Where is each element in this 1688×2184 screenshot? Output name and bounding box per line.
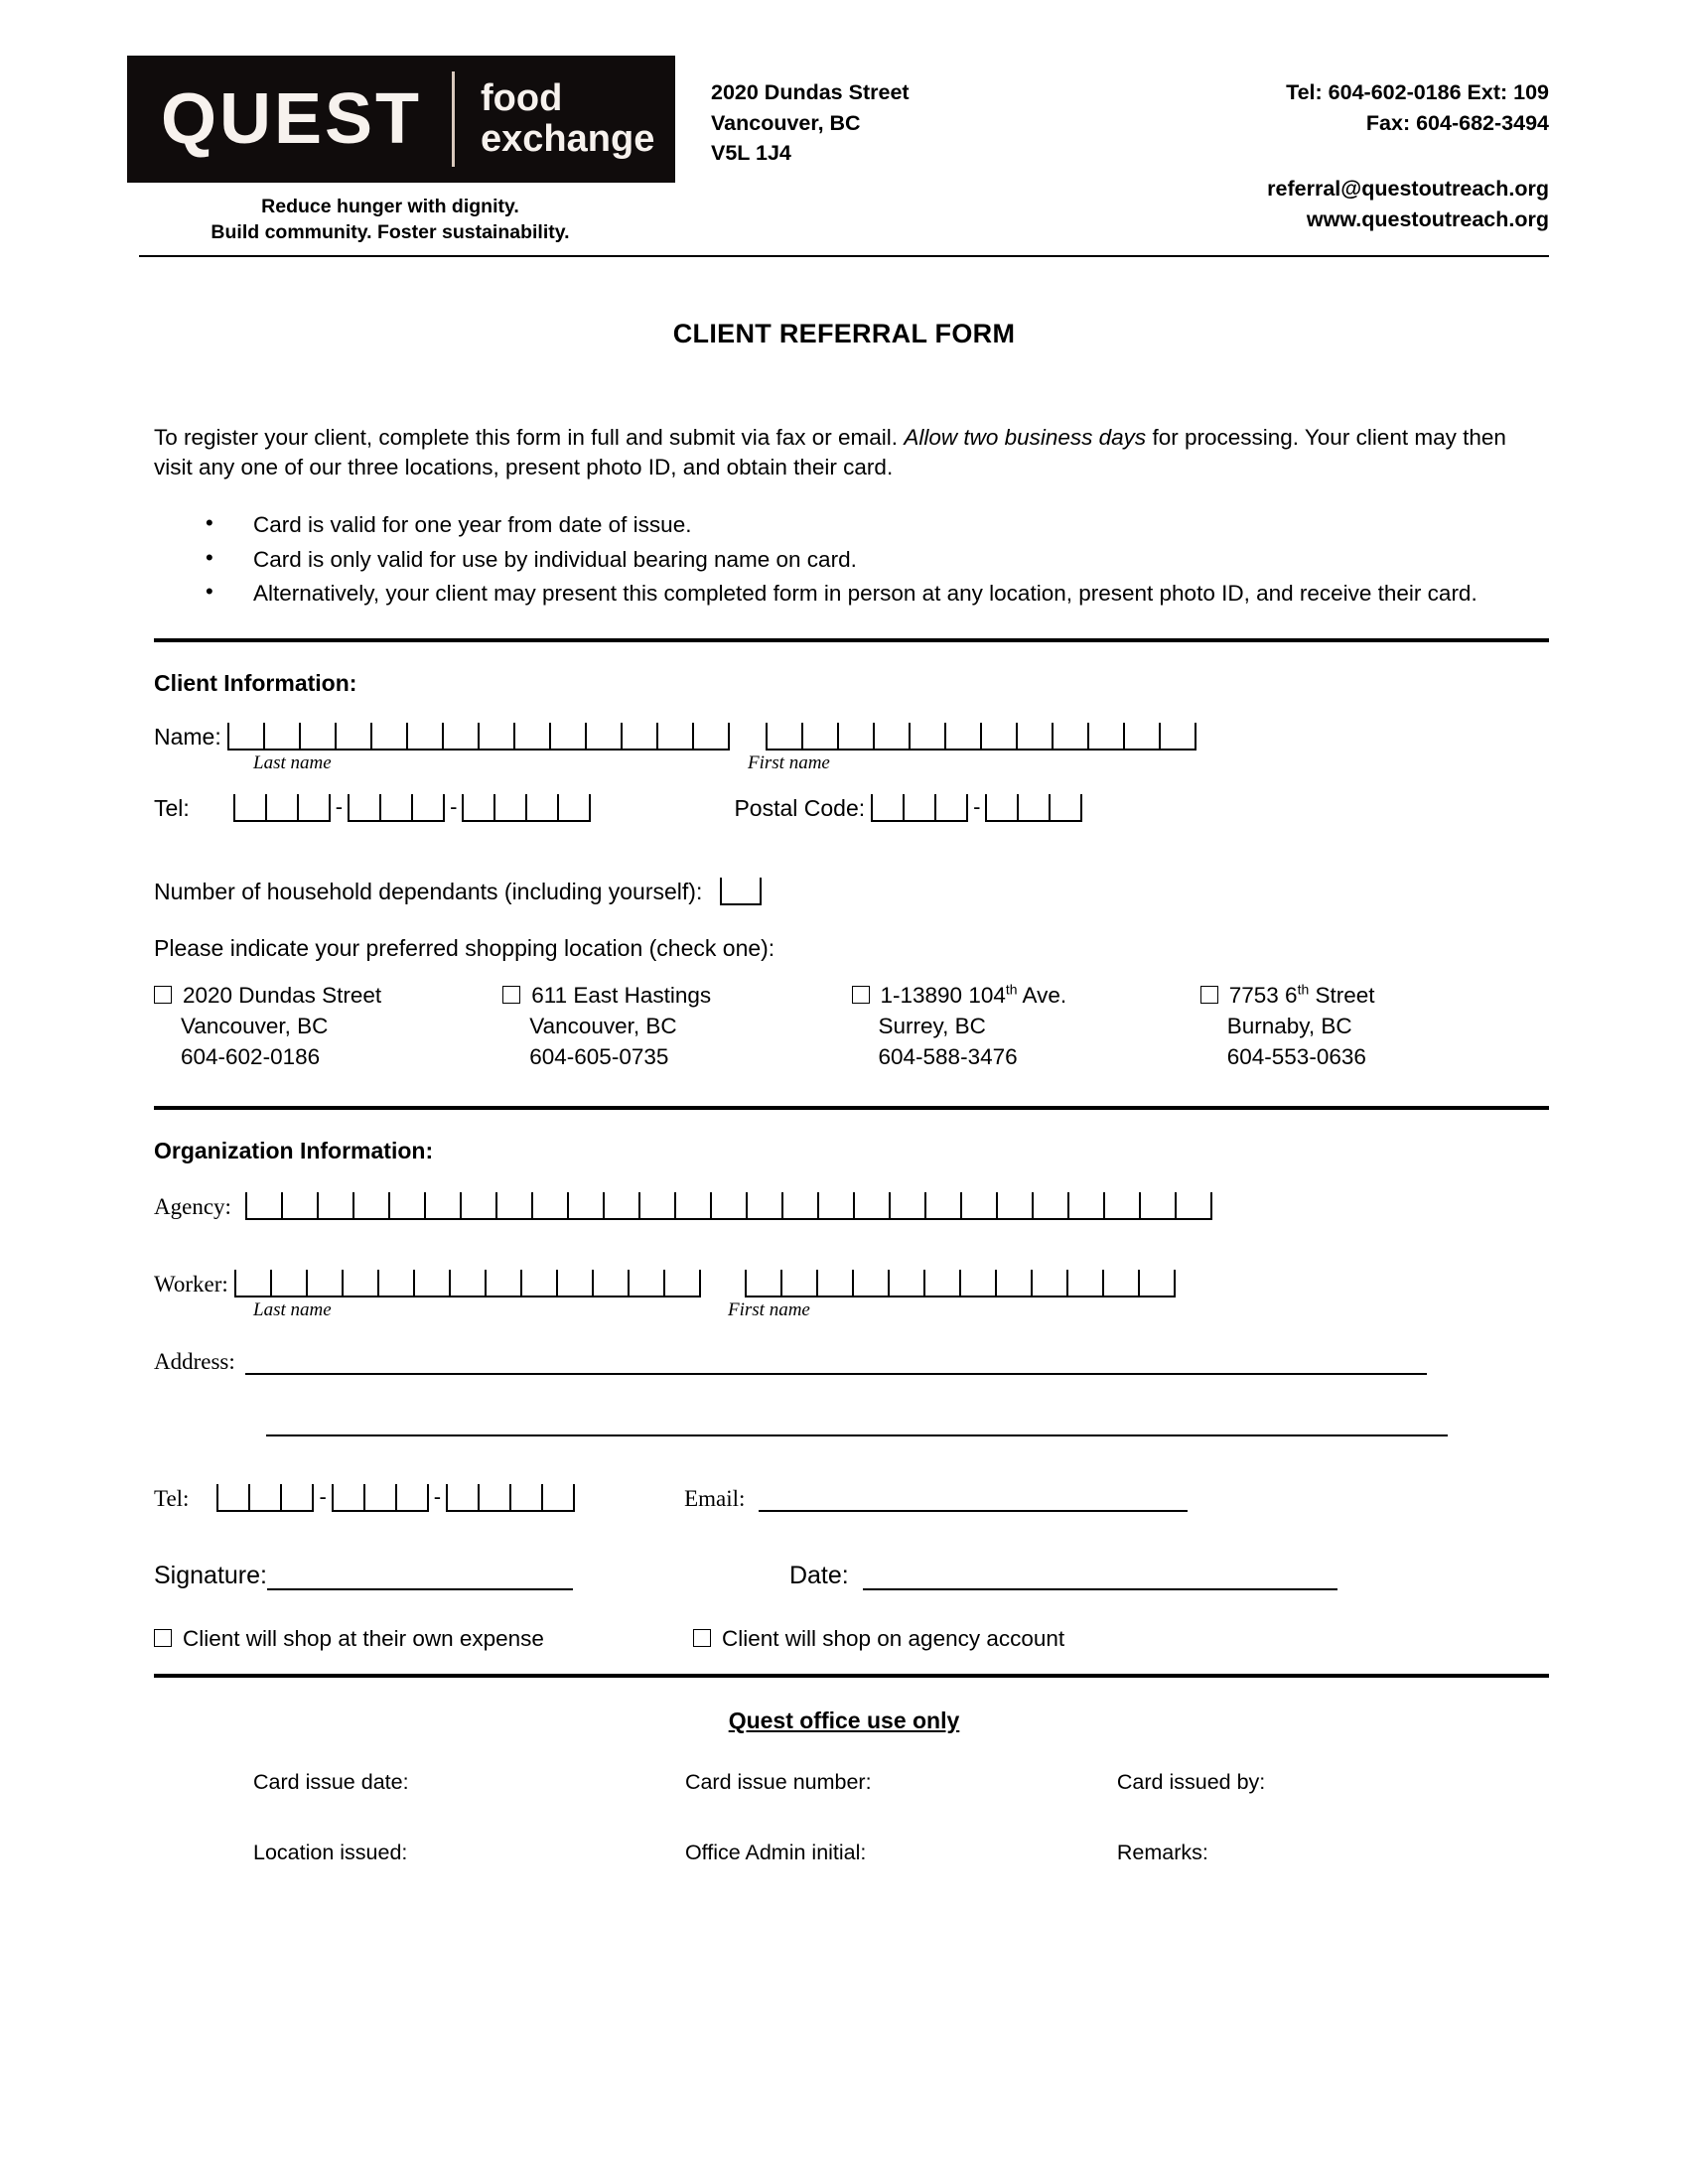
client-postal-part2-input[interactable] bbox=[985, 794, 1082, 822]
office-use-row-2 bbox=[253, 1841, 1549, 1865]
office-card-issued-by: Card issued by: bbox=[1116, 1769, 1266, 1794]
intro-part2: for processing. Your client may then visit any one of our three locations, present photo ID, and obtain their card. bbox=[154, 424, 1506, 479]
client-tel-dash-2: - bbox=[450, 793, 458, 819]
location-phone: 604-605-0735 bbox=[529, 1043, 669, 1069]
location-option-burnaby[interactable] bbox=[1200, 980, 1549, 1072]
location-option-dundas[interactable] bbox=[154, 980, 502, 1072]
location-phone: 604-553-0636 bbox=[1226, 1043, 1366, 1069]
option-agency-account[interactable] bbox=[693, 1626, 1064, 1652]
client-last-name-input[interactable] bbox=[227, 723, 730, 751]
org-worker-label: Worker: bbox=[154, 1271, 228, 1297]
org-agency-label: Agency: bbox=[154, 1193, 231, 1219]
location-city: Burnaby, BC bbox=[1226, 1013, 1352, 1038]
office-use-heading: Quest office use only bbox=[728, 1706, 960, 1733]
location-phone: 604-602-0186 bbox=[181, 1043, 321, 1069]
client-name-row bbox=[154, 723, 1549, 778]
page-header bbox=[0, 0, 1688, 246]
org-email-label: Email: bbox=[684, 1485, 746, 1511]
intro-part1: To register your client, complete this form in full and submit via fax or email. bbox=[154, 424, 905, 450]
client-dependants-label: Number of household dependants (including yourself): bbox=[154, 878, 703, 904]
org-worker-row bbox=[154, 1270, 1549, 1325]
list-item: • Card is valid for one year from date of issue. bbox=[154, 510, 1549, 540]
org-email-input[interactable] bbox=[759, 1486, 1188, 1512]
client-location-prompt-row bbox=[154, 935, 1549, 962]
location-street: 611 East Hastings bbox=[531, 982, 712, 1008]
office-card-issue-date: Card issue date: bbox=[253, 1769, 409, 1794]
location-phone: 604-588-3476 bbox=[878, 1043, 1018, 1069]
org-address-line2-input[interactable] bbox=[266, 1411, 1448, 1436]
address-line3: V5L 1J4 bbox=[711, 141, 791, 166]
contact-tel: Tel: 604-602-0186 Ext: 109 bbox=[1286, 80, 1549, 104]
client-postal-label: Postal Code: bbox=[734, 794, 866, 821]
org-worker-last-name-sublabel: Last name bbox=[253, 1298, 332, 1320]
tagline-line1: Reduce hunger with dignity. bbox=[261, 196, 519, 217]
logo-column bbox=[127, 56, 683, 246]
org-tel-area-input[interactable] bbox=[216, 1484, 314, 1512]
client-information-heading: Client Information: bbox=[154, 669, 357, 696]
signature-date-row bbox=[154, 1562, 1549, 1590]
address-line2: Vancouver, BC bbox=[711, 110, 861, 135]
org-tel-line-input[interactable] bbox=[446, 1484, 575, 1512]
list-item: • Alternatively, your client may present this completed form in person at any location, present photo ID, and receive their card. bbox=[154, 579, 1549, 609]
list-item: • Card is only valid for use by individual bearing name on card. bbox=[154, 545, 1549, 575]
checkbox-own-expense[interactable] bbox=[154, 1629, 172, 1647]
logo-subtitle bbox=[481, 78, 654, 159]
client-tel-line-input[interactable] bbox=[462, 794, 591, 822]
own-expense-label: Client will shop at their own expense bbox=[183, 1625, 544, 1651]
intro-paragraph bbox=[154, 423, 1549, 483]
client-postal-part1-input[interactable] bbox=[871, 794, 968, 822]
contact-website: www.questoutreach.org bbox=[1306, 206, 1549, 231]
tagline-line2: Build community. Foster sustainability. bbox=[211, 221, 570, 244]
expense-options-row bbox=[154, 1626, 1549, 1652]
org-tel-label: Tel: bbox=[154, 1485, 190, 1511]
office-admin-initial: Office Admin initial: bbox=[684, 1840, 867, 1864]
org-tel-email-row bbox=[154, 1484, 1549, 1512]
header-divider bbox=[139, 255, 1549, 257]
location-option-surrey[interactable] bbox=[852, 980, 1200, 1072]
agency-account-label: Client will shop on agency account bbox=[721, 1625, 1065, 1651]
logo-subtitle-line1: food bbox=[481, 77, 563, 120]
signature-label: Signature: bbox=[154, 1561, 267, 1589]
org-worker-last-name-input[interactable] bbox=[234, 1270, 701, 1297]
office-use-row-1 bbox=[253, 1770, 1549, 1795]
location-city: Surrey, BC bbox=[878, 1013, 986, 1038]
client-first-name-sublabel: First name bbox=[748, 751, 830, 773]
client-dependants-input[interactable] bbox=[720, 878, 762, 905]
checkbox-location-dundas[interactable] bbox=[154, 986, 172, 1004]
signature-input[interactable] bbox=[267, 1565, 573, 1590]
client-tel-postal-row bbox=[154, 794, 1549, 822]
organization-information-heading: Organization Information: bbox=[154, 1137, 434, 1163]
client-name-label: Name: bbox=[154, 723, 221, 750]
org-worker-first-name-input[interactable] bbox=[745, 1270, 1176, 1297]
date-label: Date: bbox=[788, 1561, 849, 1589]
org-contact bbox=[1080, 56, 1549, 234]
office-card-issue-number: Card issue number: bbox=[684, 1769, 872, 1794]
org-tel-dash-2: - bbox=[433, 1483, 442, 1509]
logo-divider-line bbox=[452, 71, 455, 167]
location-street-tail: Ave. bbox=[1017, 982, 1067, 1008]
location-street: 1-13890 104 bbox=[880, 982, 1006, 1008]
org-section-top-rule bbox=[154, 1106, 1549, 1110]
org-agency-row bbox=[154, 1192, 1549, 1220]
page-title: CLIENT REFERRAL FORM bbox=[672, 318, 1016, 348]
org-address-row bbox=[154, 1349, 1549, 1436]
location-street-ordinal: th bbox=[1297, 981, 1310, 997]
contact-spacer bbox=[1080, 138, 1549, 174]
client-dependants-row bbox=[154, 878, 1549, 905]
client-first-name-input[interactable] bbox=[766, 723, 1196, 751]
office-section-top-rule bbox=[154, 1674, 1549, 1678]
location-street: 2020 Dundas Street bbox=[183, 982, 382, 1008]
checkbox-location-burnaby[interactable] bbox=[1200, 986, 1218, 1004]
intro-bullet-list bbox=[154, 510, 1549, 609]
checkbox-agency-account[interactable] bbox=[693, 1629, 711, 1647]
org-worker-first-name-sublabel: First name bbox=[728, 1298, 810, 1320]
quest-logo bbox=[127, 56, 675, 183]
client-last-name-sublabel: Last name bbox=[253, 751, 332, 773]
client-postal-dash: - bbox=[973, 793, 981, 819]
client-tel-prefix-input[interactable] bbox=[348, 794, 445, 822]
office-remarks: Remarks: bbox=[1116, 1840, 1208, 1864]
office-location-issued: Location issued: bbox=[253, 1840, 408, 1864]
org-tel-prefix-input[interactable] bbox=[332, 1484, 429, 1512]
shopping-location-options bbox=[154, 980, 1549, 1072]
logo-wordmark: QUEST bbox=[161, 79, 423, 159]
option-own-expense[interactable] bbox=[154, 1626, 544, 1652]
location-street-ordinal: th bbox=[1005, 981, 1018, 997]
location-city: Vancouver, BC bbox=[529, 1013, 677, 1038]
contact-email: referral@questoutreach.org bbox=[1267, 177, 1549, 202]
client-tel-dash-1: - bbox=[335, 793, 344, 819]
location-street: 7753 6 bbox=[1228, 982, 1298, 1008]
org-address bbox=[683, 56, 1080, 169]
client-tel-area-input[interactable] bbox=[233, 794, 331, 822]
client-location-prompt: Please indicate your preferred shopping location (check one): bbox=[154, 934, 775, 961]
org-tel-dash-1: - bbox=[319, 1483, 327, 1509]
address-line1: 2020 Dundas Street bbox=[711, 80, 910, 104]
intro-emphasis: Allow two business days bbox=[904, 424, 1147, 450]
checkbox-location-east-hastings[interactable] bbox=[502, 986, 520, 1004]
org-tagline bbox=[127, 194, 683, 246]
org-address-label: Address: bbox=[154, 1348, 235, 1374]
checkbox-location-surrey[interactable] bbox=[852, 986, 870, 1004]
logo-subtitle-line2: exchange bbox=[481, 118, 655, 160]
location-city: Vancouver, BC bbox=[181, 1013, 329, 1038]
org-address-line1-input[interactable] bbox=[245, 1349, 1427, 1375]
client-tel-label: Tel: bbox=[154, 794, 190, 821]
location-option-east-hastings[interactable] bbox=[502, 980, 851, 1072]
date-input[interactable] bbox=[863, 1565, 1337, 1590]
client-section-top-rule bbox=[154, 638, 1549, 642]
location-street-tail: Street bbox=[1309, 982, 1375, 1008]
org-agency-input[interactable] bbox=[245, 1192, 1212, 1220]
contact-fax: Fax: 604-682-3494 bbox=[1365, 110, 1549, 135]
